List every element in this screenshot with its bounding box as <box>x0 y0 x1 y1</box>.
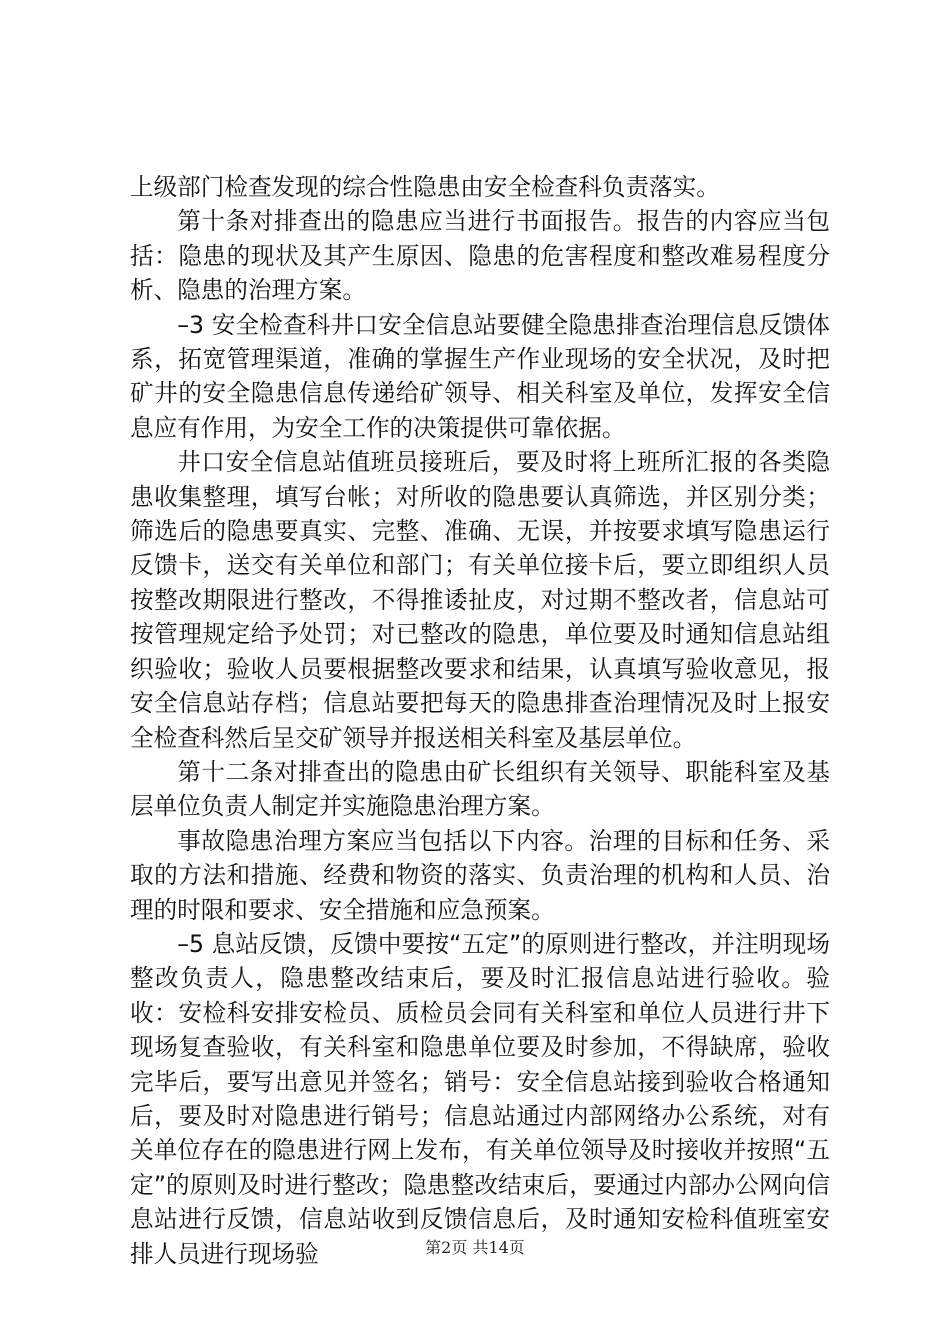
document-body <box>130 170 830 1271</box>
paragraph-1: 上级部门检查发现的综合性隐患由安全检查科负责落实。 <box>130 173 720 201</box>
paragraph-7: –5 息站反馈，反馈中要按“五定”的原则进行整改，并注明现场整改负责人，隐患整改结束后，要及时汇报信息站进行验收。验收：安检科安排安检员、质检员会同有关科室和单位人员进行井下现场复查验收，有关科室和隐患单位要及时参加，不得缺席，验收完毕后，要写出意见并签名；销号：安全信息站接到验收合格通知后，要及时对隐患进行销号；信息站通过内部网络办公系统，对有关单位存在的隐患进行网上发布，有关单位领导及时接收并按照“五定”的原则及时进行整改；隐患整改结束后，要通过内部办公网向信息站进行反馈，信息站收到反馈信息后，及时通知安检科值班室安排人员进行现场验 <box>130 929 830 1268</box>
paragraph-4: 井口安全信息站值班员接班后，要及时将上班所汇报的各类隐患收集整理，填写台帐；对所收的隐患要认真筛选，并区别分类；筛选后的隐患要真实、完整、准确、无误，并按要求填写隐患运行反馈卡，送交有关单位和部门；有关单位接卡后，要立即组织人员按整改期限进行整改，不得推诿扯皮，对过期不整改者，信息站可按管理规定给予处罚；对已整改的隐患，单位要及时通知信息站组织验收；验收人员要根据整改要求和结果，认真填写验收意见，报安全信息站存档；信息站要把每天的隐患排查治理情况及时上报安全检查科然后呈交矿领导并报送相关科室及基层单位。 <box>130 448 830 752</box>
paragraph-5: 第十二条对排查出的隐患由矿长组织有关领导、职能科室及基层单位负责人制定并实施隐患治理方案。 <box>130 757 830 821</box>
paragraph-2: 第十条对排查出的隐患应当进行书面报告。报告的内容应当包括：隐患的现状及其产生原因、隐患的危害程度和整改难易程度分析、隐患的治理方案。 <box>130 207 830 305</box>
paragraph-6: 事故隐患治理方案应当包括以下内容。治理的目标和任务、采取的方法和措施、经费和物资的落实、负责治理的机构和人员、治理的时限和要求、安全措施和应急预案。 <box>130 826 830 924</box>
page-number-label: 第2页 共14页 <box>425 1238 525 1257</box>
page-footer <box>0 1238 950 1258</box>
paragraph-3: –3 安全检查科井口安全信息站要健全隐患排查治理信息反馈体系，拓宽管理渠道，准确的掌握生产作业现场的安全状况，及时把矿井的安全隐患信息传递给矿领导、相关科室及单位，发挥安全信息应有作用，为安全工作的决策提供可靠依据。 <box>130 310 830 442</box>
